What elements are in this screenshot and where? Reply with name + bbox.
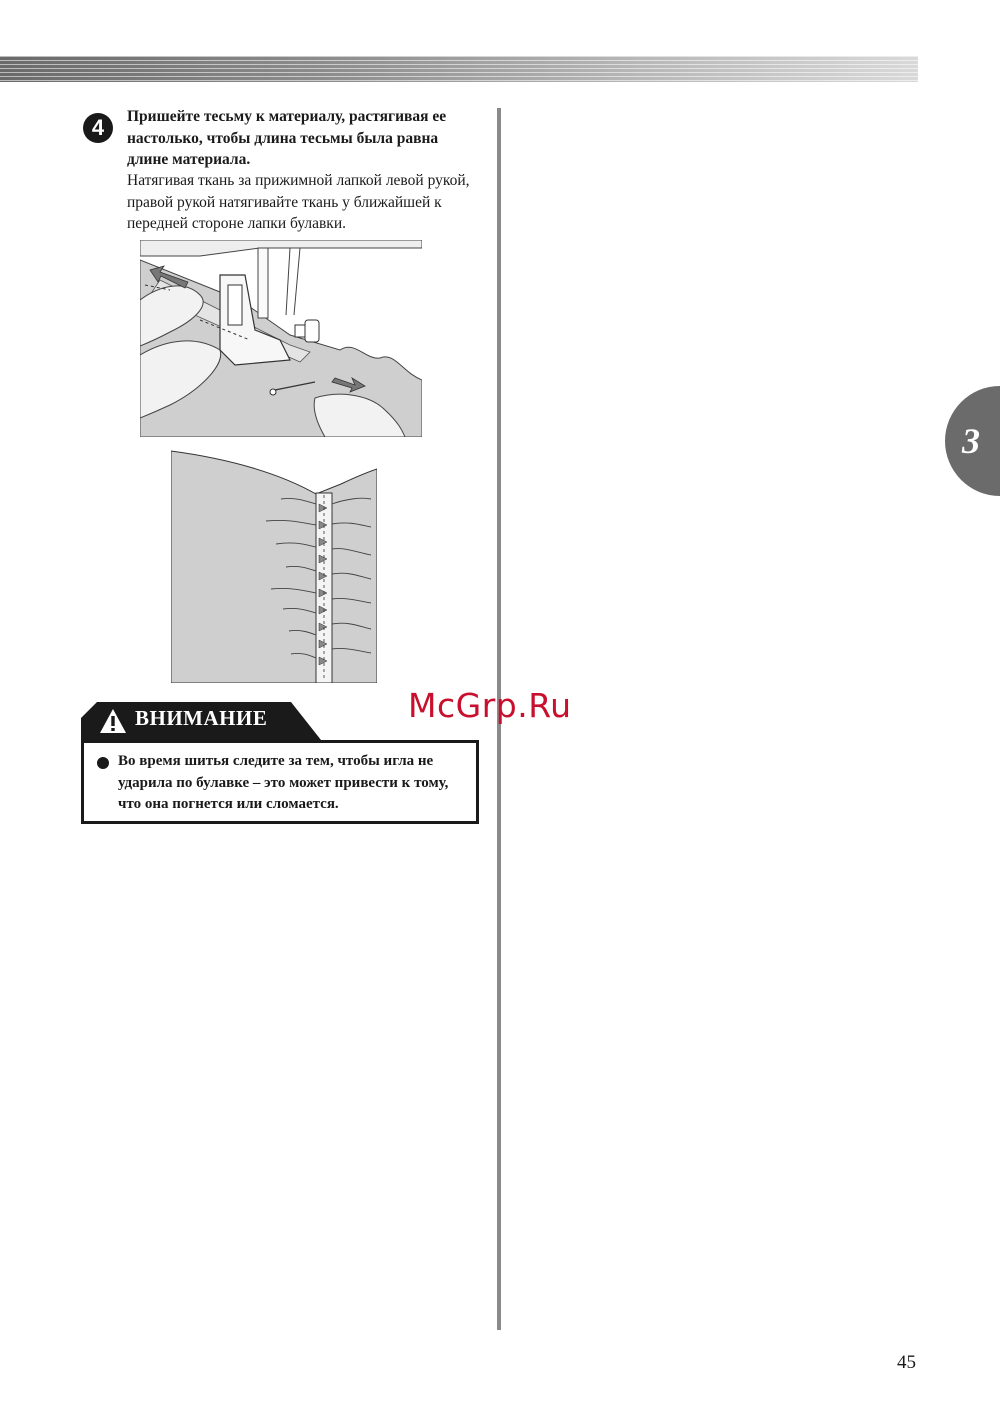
caution-title: ВНИМАНИЕ: [135, 706, 268, 730]
page-number: 45: [897, 1352, 916, 1373]
caution-text: Во время шитья следите за тем, чтобы игла не ударила по булавке – это может привести к тому, что она погнется или сломается.: [118, 753, 449, 812]
header-band: [0, 56, 918, 82]
step-heading: Пришейте тесьму к материалу, растягивая ее настолько, чтобы длина тесьмы была равна длине материала.: [127, 108, 447, 168]
header-stripes: [0, 56, 918, 82]
watermark: McGrp.Ru: [408, 686, 572, 725]
caution-box: [81, 740, 479, 824]
chapter-number: 3: [962, 421, 980, 461]
gathered-fabric-with-elastic-illustration: [171, 449, 377, 683]
sewing-presser-foot-illustration: [140, 240, 422, 437]
bullet-icon: [97, 757, 109, 769]
step-number-badge: 4: [83, 113, 113, 143]
caution-header: [81, 702, 326, 740]
step-body: Натягивая ткань за прижимной лапкой левой рукой, правой рукой натягивайте ткань у ближайшей к передней стороне лапки булавки.: [127, 172, 470, 232]
warning-triangle-icon: [99, 708, 127, 734]
